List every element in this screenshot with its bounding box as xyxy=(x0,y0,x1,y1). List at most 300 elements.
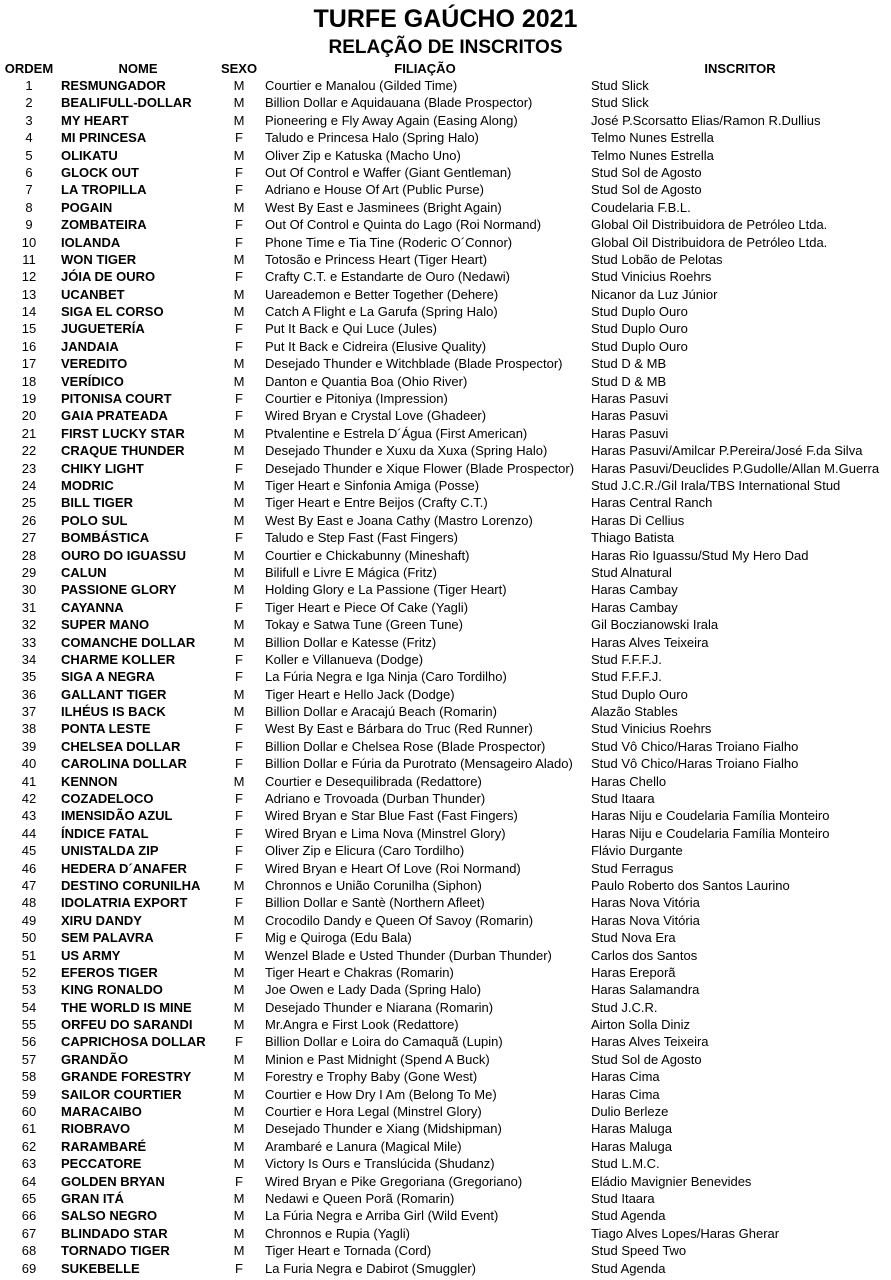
row-ordem: 23 xyxy=(21,460,37,476)
row-sexo: M xyxy=(233,912,245,928)
row-filiacao: Nedawi e Queen Porã (Romarin) xyxy=(265,1191,455,1206)
row-filiacao: Ptvalentine e Estrela D´Água (First American) xyxy=(265,425,528,441)
row-filiacao: La Furia Negra e Dabirot (Smuggler) xyxy=(265,1260,476,1276)
row-filiacao: West By East e Bárbara do Truc (Red Runner) xyxy=(265,721,533,737)
row-ordem: 1 xyxy=(25,78,33,93)
row-sexo: F xyxy=(235,234,243,250)
row-filiacao: Holding Glory e La Passione (Tiger Heart) xyxy=(265,582,507,598)
row-inscritor: Stud Sol de Agosto xyxy=(591,182,702,198)
row-ordem: 38 xyxy=(21,721,37,737)
row-sexo: F xyxy=(235,791,243,807)
row-nome: SALSO NEGRO xyxy=(61,1208,158,1224)
row-ordem: 4 xyxy=(25,130,33,146)
row-ordem: 8 xyxy=(25,199,33,215)
row-nome: CAROLINA DOLLAR xyxy=(61,756,187,772)
row-inscritor: Stud Alnatural xyxy=(591,564,672,580)
table-row xyxy=(0,390,891,407)
row-filiacao: Desejado Thunder e Xuxu da Xuxa (Spring Halo) xyxy=(265,443,548,459)
row-ordem: 45 xyxy=(21,843,37,859)
table-row xyxy=(0,94,891,111)
row-ordem: 15 xyxy=(21,321,37,337)
row-ordem: 62 xyxy=(21,1138,37,1154)
row-filiacao: Pioneering e Fly Away Again (Easing Along) xyxy=(265,112,518,128)
table-row xyxy=(0,842,891,859)
row-ordem: 41 xyxy=(21,773,37,789)
table-row xyxy=(0,407,891,424)
table-row xyxy=(0,1103,891,1120)
row-sexo: M xyxy=(233,112,245,128)
row-inscritor: Thiago Batista xyxy=(591,530,675,546)
table-row xyxy=(0,494,891,511)
table-row xyxy=(0,460,891,477)
row-filiacao: Desejado Thunder e Xique Flower (Blade Prospector) xyxy=(265,460,575,476)
row-ordem: 58 xyxy=(21,1069,37,1085)
row-inscritor: Stud Duplo Ouro xyxy=(591,686,688,702)
row-ordem: 47 xyxy=(21,877,37,893)
row-inscritor: Haras Pasuvi xyxy=(591,408,669,424)
row-sexo: F xyxy=(235,895,243,911)
table-row xyxy=(0,1033,891,1050)
row-filiacao: Billion Dollar e Aquidauana (Blade Prospector) xyxy=(265,95,533,111)
row-nome: ORFEU DO SARANDI xyxy=(61,1017,193,1033)
row-nome: COZADELOCO xyxy=(61,791,154,807)
row-filiacao: Put It Back e Cidreira (Elusive Quality) xyxy=(265,338,487,354)
row-nome: SIGA EL CORSO xyxy=(61,304,164,320)
row-inscritor: Haras Di Cellius xyxy=(591,512,685,528)
row-nome: RARAMBARÉ xyxy=(61,1138,147,1154)
row-sexo: M xyxy=(233,1017,245,1033)
row-inscritor: Stud Itaara xyxy=(591,1191,655,1206)
table-row xyxy=(0,442,891,459)
row-nome: GRANDE FORESTRY xyxy=(61,1069,192,1085)
row-sexo: F xyxy=(235,217,243,233)
row-inscritor: Haras Pasuvi/Deuclides P.Gudolle/Allan M.Guerra xyxy=(591,460,880,476)
row-inscritor: Stud Itaara xyxy=(591,791,655,807)
row-sexo: M xyxy=(233,1121,245,1137)
row-inscritor: Stud D & MB xyxy=(591,373,667,389)
row-nome: PASSIONE GLORY xyxy=(61,582,177,598)
row-nome: FIRST LUCKY STAR xyxy=(61,425,185,441)
row-filiacao: Wired Bryan e Pike Gregoriana (Gregoriano) xyxy=(265,1173,523,1189)
row-nome: WON TIGER xyxy=(61,251,137,267)
table-row xyxy=(0,1051,891,1068)
header-nome: NOME xyxy=(118,61,158,76)
row-ordem: 52 xyxy=(21,964,37,980)
row-inscritor: Haras Niju e Coudelaria Família Monteiro xyxy=(591,808,830,824)
table-row xyxy=(0,286,891,303)
row-filiacao: Billion Dollar e Chelsea Rose (Blade Prospector) xyxy=(265,738,546,754)
table-row xyxy=(0,425,891,442)
table-row xyxy=(0,112,891,129)
row-sexo: M xyxy=(233,425,245,441)
row-ordem: 25 xyxy=(21,495,37,511)
row-nome: CRAQUE THUNDER xyxy=(61,443,185,459)
row-nome: COMANCHE DOLLAR xyxy=(61,634,196,650)
row-filiacao: Taludo e Princesa Halo (Spring Halo) xyxy=(265,130,479,146)
row-filiacao: Tiger Heart e Hello Jack (Dodge) xyxy=(265,686,455,702)
row-sexo: M xyxy=(233,304,245,320)
row-sexo: M xyxy=(233,512,245,528)
row-ordem: 66 xyxy=(21,1208,37,1224)
row-ordem: 53 xyxy=(21,982,37,998)
row-ordem: 63 xyxy=(21,1156,37,1172)
header-ordem: ORDEM xyxy=(4,61,54,76)
row-nome: IMENSIDÃO AZUL xyxy=(61,808,173,824)
row-filiacao: Wenzel Blade e Usted Thunder (Durban Thunder) xyxy=(265,947,552,963)
row-filiacao: Minion e Past Midnight (Spend A Buck) xyxy=(265,1051,490,1067)
row-inscritor: Haras Cima xyxy=(591,1086,660,1102)
row-inscritor: Stud Vinicius Roehrs xyxy=(591,269,712,285)
row-filiacao: La Fúria Negra e Iga Ninja (Caro Tordilho) xyxy=(265,669,507,685)
row-ordem: 60 xyxy=(21,1104,37,1120)
table-row xyxy=(0,1173,891,1190)
row-ordem: 32 xyxy=(21,617,37,633)
row-nome: JÓIA DE OURO xyxy=(61,269,156,285)
table-row xyxy=(0,355,891,372)
row-sexo: M xyxy=(233,1156,245,1172)
row-filiacao: Courtier e Manalou (Gilded Time) xyxy=(265,78,458,93)
row-filiacao: Crafty C.T. e Estandarte de Ouro (Nedawi) xyxy=(265,269,510,285)
row-sexo: F xyxy=(235,756,243,772)
row-ordem: 65 xyxy=(21,1191,37,1206)
table-row xyxy=(0,164,891,181)
row-nome: GRAN ITÁ xyxy=(61,1191,124,1206)
row-sexo: M xyxy=(233,1191,245,1206)
row-nome: HEDERA D´ANAFER xyxy=(61,860,187,876)
row-nome: GALLANT TIGER xyxy=(61,686,167,702)
row-filiacao: Bilifull e Livre E Mágica (Fritz) xyxy=(265,564,437,580)
row-nome: GRANDÃO xyxy=(61,1051,129,1067)
row-filiacao: Courtier e Desequilibrada (Redattore) xyxy=(265,773,482,789)
table-row xyxy=(0,651,891,668)
header-filiacao: FILIAÇÃO xyxy=(394,61,456,76)
row-ordem: 10 xyxy=(21,234,37,250)
row-ordem: 69 xyxy=(21,1260,37,1276)
row-inscritor: Stud Vô Chico/Haras Troiano Fialho xyxy=(591,756,799,772)
row-sexo: F xyxy=(235,1173,243,1189)
row-sexo: M xyxy=(233,964,245,980)
row-sexo: F xyxy=(235,530,243,546)
row-filiacao: Arambaré e Lanura (Magical Mile) xyxy=(265,1138,462,1154)
row-sexo: F xyxy=(235,408,243,424)
row-ordem: 54 xyxy=(21,999,37,1015)
row-filiacao: Phone Time e Tia Tine (Roderic O´Connor) xyxy=(265,234,513,250)
row-filiacao: Chronnos e Rupia (Yagli) xyxy=(265,1225,410,1241)
row-ordem: 26 xyxy=(21,512,37,528)
row-inscritor: Haras Pasuvi xyxy=(591,391,669,407)
row-filiacao: Billion Dollar e Aracajú Beach (Romarin) xyxy=(265,704,497,720)
row-inscritor: Stud Ferragus xyxy=(591,860,674,876)
row-inscritor: Haras Maluga xyxy=(591,1121,672,1137)
row-inscritor: Carlos dos Santos xyxy=(591,947,698,963)
row-sexo: F xyxy=(235,460,243,476)
row-inscritor: Haras Ereporã xyxy=(591,964,676,980)
row-nome: XIRU DANDY xyxy=(61,912,142,928)
table-row xyxy=(0,1120,891,1137)
table-row xyxy=(0,234,891,251)
row-nome: SAILOR COURTIER xyxy=(61,1086,182,1102)
row-sexo: M xyxy=(233,617,245,633)
row-inscritor: Haras Cambay xyxy=(591,582,678,598)
row-nome: US ARMY xyxy=(61,947,121,963)
row-ordem: 55 xyxy=(21,1017,37,1033)
row-filiacao: Mig e Quiroga (Edu Bala) xyxy=(265,930,412,946)
table-row xyxy=(0,338,891,355)
row-inscritor: Stud Agenda xyxy=(591,1208,666,1224)
row-nome: SUKEBELLE xyxy=(61,1260,140,1276)
row-inscritor: Paulo Roberto dos Santos Laurino xyxy=(591,877,790,893)
row-nome: RIOBRAVO xyxy=(61,1121,131,1137)
row-ordem: 67 xyxy=(21,1225,37,1241)
row-ordem: 7 xyxy=(25,182,33,198)
row-nome: ÍNDICE FATAL xyxy=(61,825,149,841)
row-inscritor: Haras Alves Teixeira xyxy=(591,1034,709,1050)
table-row xyxy=(0,529,891,546)
table-row xyxy=(0,547,891,564)
row-nome: TORNADO TIGER xyxy=(61,1243,170,1259)
row-nome: OURO DO IGUASSU xyxy=(61,547,186,563)
row-sexo: F xyxy=(235,164,243,180)
row-inscritor: Haras Rio Iguassu/Stud My Hero Dad xyxy=(591,547,809,563)
row-sexo: M xyxy=(233,147,245,163)
table-row xyxy=(0,251,891,268)
row-filiacao: Courtier e Hora Legal (Minstrel Glory) xyxy=(265,1104,482,1120)
row-sexo: F xyxy=(235,860,243,876)
row-inscritor: Stud Lobão de Pelotas xyxy=(591,251,723,267)
row-sexo: M xyxy=(233,1086,245,1102)
row-inscritor: Stud D & MB xyxy=(591,356,667,372)
table-row xyxy=(0,807,891,824)
table-row xyxy=(0,1225,891,1242)
row-nome: KENNON xyxy=(61,773,118,789)
row-sexo: M xyxy=(233,686,245,702)
row-ordem: 6 xyxy=(25,164,33,180)
table-row xyxy=(0,147,891,164)
entries-table xyxy=(0,77,891,1277)
row-inscritor: Stud Sol de Agosto xyxy=(591,164,702,180)
row-inscritor: Haras Cima xyxy=(591,1069,660,1085)
row-sexo: M xyxy=(233,582,245,598)
row-nome: PONTA LESTE xyxy=(61,721,151,737)
row-sexo: F xyxy=(235,391,243,407)
table-row xyxy=(0,668,891,685)
row-filiacao: Billion Dollar e Santè (Northern Afleet) xyxy=(265,895,485,911)
row-inscritor: Haras Niju e Coudelaria Família Monteiro xyxy=(591,825,830,841)
row-sexo: F xyxy=(235,738,243,754)
row-sexo: M xyxy=(233,477,245,493)
row-filiacao: Tiger Heart e Tornada (Cord) xyxy=(265,1243,432,1259)
row-filiacao: Courtier e How Dry I Am (Belong To Me) xyxy=(265,1086,497,1102)
row-sexo: M xyxy=(233,199,245,215)
table-row xyxy=(0,981,891,998)
row-inscritor: José P.Scorsatto Elias/Ramon R.Dullius xyxy=(591,112,821,128)
table-row xyxy=(0,703,891,720)
table-row xyxy=(0,216,891,233)
table-row xyxy=(0,1068,891,1085)
row-filiacao: Tiger Heart e Piece Of Cake (Yagli) xyxy=(265,599,469,615)
row-inscritor: Stud Duplo Ouro xyxy=(591,321,688,337)
row-ordem: 22 xyxy=(21,443,37,459)
row-ordem: 56 xyxy=(21,1034,37,1050)
row-filiacao: Koller e Villanueva (Dodge) xyxy=(265,651,424,667)
row-ordem: 12 xyxy=(21,269,37,285)
row-ordem: 5 xyxy=(25,147,33,163)
table-row xyxy=(0,268,891,285)
row-filiacao: Billion Dollar e Katesse (Fritz) xyxy=(265,634,437,650)
row-nome: SUPER MANO xyxy=(61,617,150,633)
row-sexo: M xyxy=(233,773,245,789)
row-nome: VERÍDICO xyxy=(61,373,124,389)
row-sexo: M xyxy=(233,1138,245,1154)
row-ordem: 51 xyxy=(21,947,37,963)
row-sexo: M xyxy=(233,443,245,459)
row-inscritor: Stud Sol de Agosto xyxy=(591,1051,702,1067)
row-ordem: 44 xyxy=(21,825,37,841)
row-filiacao: Tokay e Satwa Tune (Green Tune) xyxy=(265,617,463,633)
row-sexo: M xyxy=(233,547,245,563)
table-row xyxy=(0,894,891,911)
row-filiacao: Wired Bryan e Star Blue Fast (Fast Fingers) xyxy=(265,808,518,824)
table-row xyxy=(0,1086,891,1103)
table-row xyxy=(0,825,891,842)
table-row xyxy=(0,912,891,929)
row-ordem: 61 xyxy=(21,1121,37,1137)
row-sexo: M xyxy=(233,286,245,302)
row-sexo: F xyxy=(235,930,243,946)
row-filiacao: Courtier e Chickabunny (Mineshaft) xyxy=(265,547,470,563)
row-ordem: 59 xyxy=(21,1086,37,1102)
table-row xyxy=(0,1138,891,1155)
table-row xyxy=(0,1207,891,1224)
row-ordem: 33 xyxy=(21,634,37,650)
row-ordem: 64 xyxy=(21,1173,37,1189)
table-row xyxy=(0,790,891,807)
table-row xyxy=(0,320,891,337)
row-nome: GAIA PRATEADA xyxy=(61,408,168,424)
row-inscritor: Stud F.F.F.J. xyxy=(591,651,662,667)
table-row xyxy=(0,964,891,981)
table-row xyxy=(0,1016,891,1033)
table-row xyxy=(0,303,891,320)
row-nome: RESMUNGADOR xyxy=(61,78,166,93)
row-filiacao: Catch A Flight e La Garufa (Spring Halo) xyxy=(265,304,498,320)
row-filiacao: Courtier e Pitoniya (Impression) xyxy=(265,391,448,407)
row-nome: IDOLATRIA EXPORT xyxy=(61,895,188,911)
row-ordem: 40 xyxy=(21,756,37,772)
row-filiacao: La Fúria Negra e Arriba Girl (Wild Event) xyxy=(265,1208,499,1224)
row-sexo: M xyxy=(233,1069,245,1085)
table-row xyxy=(0,1260,891,1277)
row-ordem: 42 xyxy=(21,791,37,807)
row-ordem: 43 xyxy=(21,808,37,824)
row-ordem: 18 xyxy=(21,373,37,389)
row-inscritor: Stud Slick xyxy=(591,95,649,111)
table-row xyxy=(0,1190,891,1207)
row-ordem: 29 xyxy=(21,564,37,580)
row-filiacao: Out Of Control e Waffer (Giant Gentleman) xyxy=(265,164,512,180)
row-sexo: M xyxy=(233,1208,245,1224)
row-sexo: M xyxy=(233,1243,245,1259)
row-nome: KING RONALDO xyxy=(61,982,163,998)
row-filiacao: Wired Bryan e Lima Nova (Minstrel Glory) xyxy=(265,825,506,841)
row-inscritor: Stud Duplo Ouro xyxy=(591,304,688,320)
row-ordem: 24 xyxy=(21,477,37,493)
table-row xyxy=(0,199,891,216)
table-row xyxy=(0,1155,891,1172)
row-filiacao: Totosão e Princess Heart (Tiger Heart) xyxy=(265,251,488,267)
row-inscritor: Haras Nova Vitória xyxy=(591,912,700,928)
table-row xyxy=(0,129,891,146)
row-sexo: M xyxy=(233,356,245,372)
row-sexo: M xyxy=(233,373,245,389)
row-nome: UNISTALDA ZIP xyxy=(61,843,159,859)
row-nome: GLOCK OUT xyxy=(61,164,139,180)
row-nome: CHIKY LIGHT xyxy=(61,460,144,476)
row-filiacao: Taludo e Step Fast (Fast Fingers) xyxy=(265,530,458,546)
row-inscritor: Haras Salamandra xyxy=(591,982,700,998)
row-filiacao: Victory Is Ours e Translúcida (Shudanz) xyxy=(265,1156,495,1172)
row-sexo: F xyxy=(235,182,243,198)
row-nome: ILHÉUS IS BACK xyxy=(61,704,166,720)
row-inscritor: Haras Nova Vitória xyxy=(591,895,700,911)
table-row xyxy=(0,947,891,964)
table-row xyxy=(0,373,891,390)
row-filiacao: Tiger Heart e Sinfonia Amiga (Posse) xyxy=(265,477,480,493)
row-nome: DESTINO CORUNILHA xyxy=(61,877,201,893)
document-title: TURFE GAÚCHO 2021 xyxy=(313,5,578,33)
row-inscritor: Stud Nova Era xyxy=(591,930,676,946)
table-row xyxy=(0,755,891,772)
row-inscritor: Stud J.C.R./Gil Irala/TBS International Stud xyxy=(591,477,841,493)
row-inscritor: Stud Slick xyxy=(591,78,649,93)
row-sexo: F xyxy=(235,338,243,354)
row-ordem: 20 xyxy=(21,408,37,424)
table-row xyxy=(0,773,891,790)
row-inscritor: Stud Vô Chico/Haras Troiano Fialho xyxy=(591,738,799,754)
row-inscritor: Haras Chello xyxy=(591,773,667,789)
row-sexo: M xyxy=(233,947,245,963)
row-inscritor: Haras Pasuvi xyxy=(591,425,669,441)
row-filiacao: Put It Back e Qui Luce (Jules) xyxy=(265,321,437,337)
row-ordem: 39 xyxy=(21,738,37,754)
row-sexo: M xyxy=(233,1225,245,1241)
row-ordem: 9 xyxy=(25,217,33,233)
row-sexo: M xyxy=(233,495,245,511)
row-filiacao: Oliver Zip e Katuska (Macho Uno) xyxy=(265,147,461,163)
table-row xyxy=(0,860,891,877)
row-inscritor: Global Oil Distribuidora de Petróleo Ltda. xyxy=(591,217,828,233)
row-nome: BILL TIGER xyxy=(61,495,133,511)
table-row xyxy=(0,564,891,581)
row-inscritor: Coudelaria F.B.L. xyxy=(591,199,691,215)
row-nome: THE WORLD IS MINE xyxy=(61,999,192,1015)
row-ordem: 35 xyxy=(21,669,37,685)
row-nome: MARACAIBO xyxy=(61,1104,142,1120)
table-row xyxy=(0,1242,891,1259)
row-inscritor: Global Oil Distribuidora de Petróleo Ltda. xyxy=(591,234,828,250)
row-sexo: M xyxy=(233,877,245,893)
row-inscritor: Haras Alves Teixeira xyxy=(591,634,709,650)
row-ordem: 68 xyxy=(21,1243,37,1259)
row-inscritor: Alazão Stables xyxy=(591,704,678,720)
row-inscritor: Stud F.F.F.J. xyxy=(591,669,662,685)
row-nome: BEALIFULL-DOLLAR xyxy=(61,95,192,111)
row-sexo: F xyxy=(235,599,243,615)
row-sexo: F xyxy=(235,1260,243,1276)
row-sexo: M xyxy=(233,95,245,111)
row-nome: MI PRINCESA xyxy=(61,130,147,146)
table-row xyxy=(0,686,891,703)
